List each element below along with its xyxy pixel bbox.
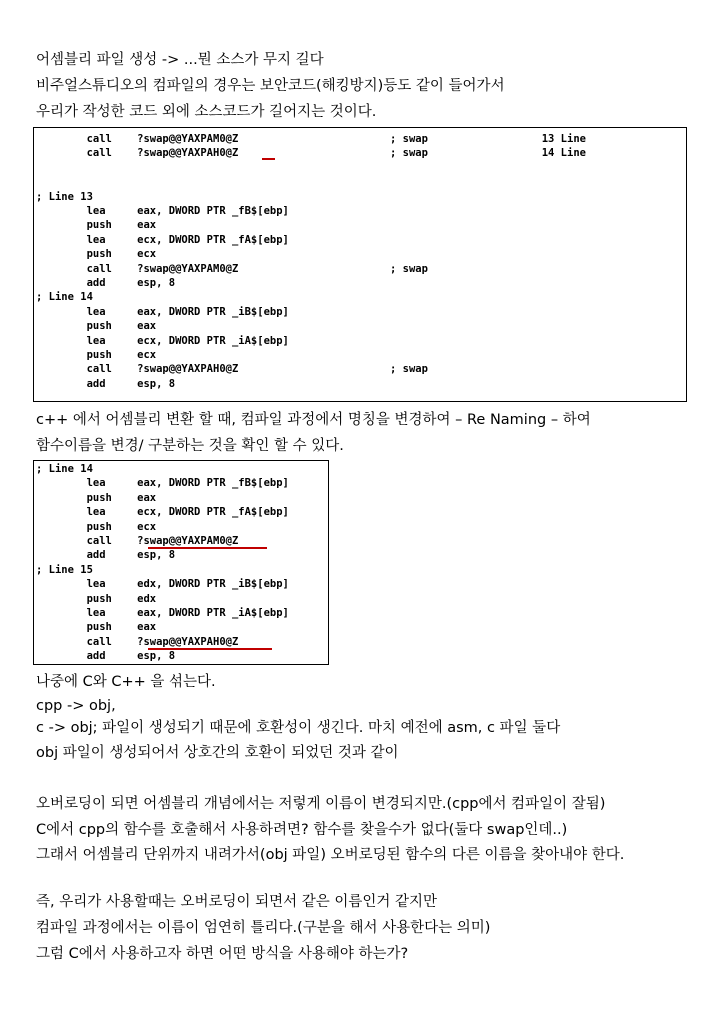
- code1-line-7: push eax: [36, 219, 157, 232]
- code2-line-2: lea eax, DWORD PTR _fB$[ebp]: [36, 477, 289, 490]
- outro-line-7: C에서 cpp의 함수를 호출해서 사용하려면? 함수를 찾을수가 없다(둘다 swap인데..): [36, 822, 568, 838]
- code-block-2: [33, 460, 329, 665]
- outro-line-6: 오버로딩이 되면 어셈블리 개념에서는 저렇게 이름이 변경되지만.(cpp에서 컴파일이 잘됨): [36, 796, 606, 812]
- code2-line-8: ; Line 15: [36, 563, 93, 576]
- code-block-1: [33, 127, 687, 402]
- code1-line-18: add esp, 8: [36, 377, 176, 390]
- outro-line-10: 즉, 우리가 사용할때는 오버로딩이 되면서 같은 이름인거 같지만: [36, 894, 438, 910]
- middle-line-2: 함수이름을 변경/ 구분하는 것을 확인 할 수 있다.: [36, 438, 344, 454]
- code1-line-11: add esp, 8: [36, 277, 176, 289]
- outro-line-11: 컴파일 과정에서는 이름이 엄연히 틀리다.(구분을 해서 사용한다는 의미): [36, 920, 491, 936]
- code1-line-10: call ?swap@@YAXPAM0@Z ; swap: [36, 262, 428, 275]
- mangle-char-underline: [262, 158, 275, 160]
- code1-line-6: lea eax, DWORD PTR _fB$[ebp]: [36, 205, 289, 217]
- outro-line-2: cpp -> obj,: [36, 698, 116, 714]
- middle-line-1: c++ 에서 어셈블리 변환 할 때, 컴파일 과정에서 명칭을 변경하여 – Re Naming – 하여: [36, 412, 591, 428]
- code2-line-4: lea ecx, DWORD PTR _fA$[ebp]: [36, 506, 289, 519]
- code1-line-12: ; Line 14: [36, 291, 93, 304]
- code1-line-8: lea ecx, DWORD PTR _fA$[ebp]: [36, 233, 289, 246]
- code1-line-17: call ?swap@@YAXPAH0@Z ; swap: [36, 363, 428, 376]
- code1-line-15: lea ecx, DWORD PTR _iA$[ebp]: [36, 334, 289, 347]
- code2-line-1: ; Line 14: [36, 463, 93, 475]
- outro-line-8: 그래서 어셈블리 단위까지 내려가서(obj 파일) 오버로딩된 함수의 다른 이름을 찾아내야 한다.: [36, 847, 625, 863]
- code2-line-10: push edx: [36, 592, 157, 605]
- outro-line-4: obj 파일이 생성되어서 상호간의 호환이 되었던 것과 같이: [36, 745, 399, 761]
- code1-line-16: push ecx: [36, 349, 157, 361]
- code2-line-12: push eax: [36, 621, 157, 634]
- code2-line-3: push eax: [36, 491, 157, 504]
- intro-line-3: 우리가 작성한 코드 외에 소스코드가 길어지는 것이다.: [36, 104, 377, 120]
- code1-line-1: call ?swap@@YAXPAM0@Z ; swap 13 Line: [36, 133, 586, 145]
- code2-line-6: call ?swap@@YAXPAM0@Z: [36, 535, 239, 547]
- code1-line-13: lea eax, DWORD PTR _iB$[ebp]: [36, 305, 289, 318]
- outro-line-3: c -> obj; 파일이 생성되기 때문에 호환성이 생긴다. 마치 예전에 asm, c 파일 둘다: [36, 720, 561, 736]
- intro-line-2: 비주얼스튜디오의 컴파일의 경우는 보안코드(해킹방지)등도 같이 들어가서: [36, 78, 505, 94]
- intro-line-1: 어셈블리 파일 생성 -> ...뭔 소스가 무지 길다: [36, 52, 324, 68]
- outro-line-1: 나중에 C와 C++ 을 섞는다.: [36, 674, 216, 690]
- outro-line-12: 그럼 C에서 사용하고자 하면 어떤 방식을 사용해야 하는가?: [36, 946, 409, 962]
- code1-line-5: ; Line 13: [36, 190, 93, 203]
- code1-line-9: push ecx: [36, 248, 157, 261]
- code2-line-7: add esp, 8: [36, 549, 176, 562]
- code2-line-5: push ecx: [36, 520, 157, 533]
- code1-line-14: push eax: [36, 320, 157, 333]
- code2-line-13: call ?swap@@YAXPAH0@Z: [36, 635, 239, 648]
- code2-line-9: lea edx, DWORD PTR _iB$[ebp]: [36, 578, 289, 591]
- swap-pam-underline: [148, 547, 267, 549]
- code2-line-11: lea eax, DWORD PTR _iA$[ebp]: [36, 607, 289, 619]
- swap-pah-underline: [148, 648, 272, 650]
- code1-line-2: call ?swap@@YAXPAH0@Z ; swap 14 Line: [36, 147, 586, 160]
- code2-line-14: add esp, 8: [36, 650, 176, 663]
